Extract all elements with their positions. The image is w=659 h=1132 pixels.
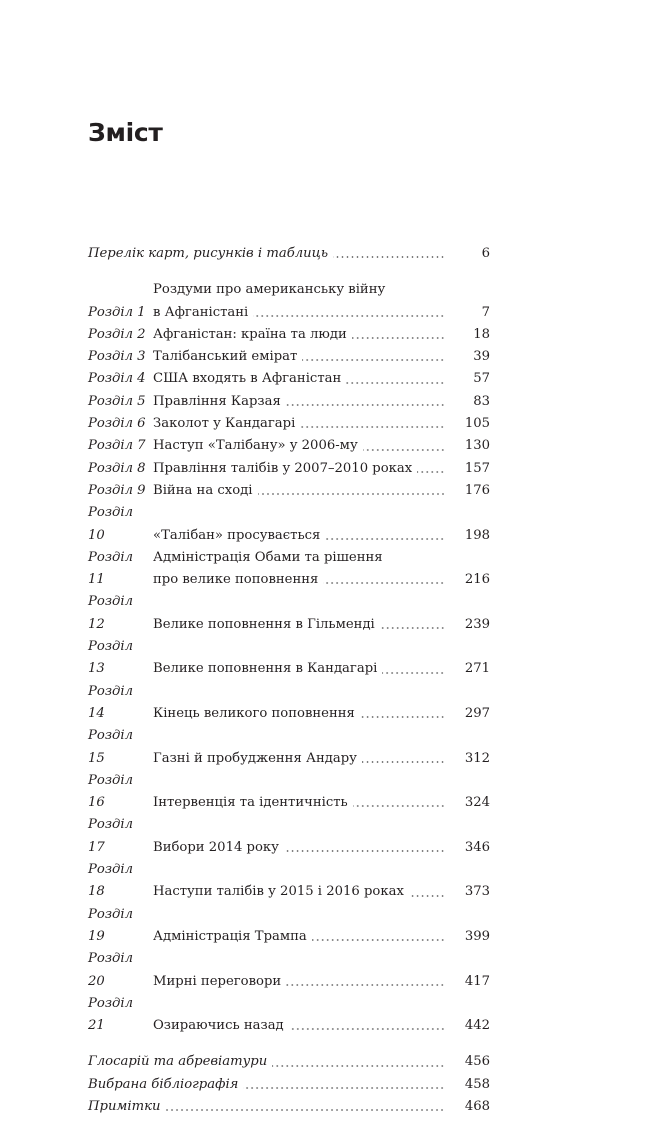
chapter-body (153, 346, 490, 368)
chapter-entry[interactable] (88, 636, 490, 681)
chapter-title: США входять в Афганістан (153, 371, 342, 387)
chapter-body (153, 971, 490, 993)
chapter-entry[interactable] (88, 502, 490, 547)
chapter-label: Розділ 2 (88, 326, 146, 342)
chapter-entry[interactable] (88, 391, 490, 413)
chapter-label: Розділ 10 (88, 505, 133, 543)
chapter-body (153, 614, 490, 636)
dot-leader (289, 1028, 445, 1030)
dot-leader (352, 337, 445, 339)
toc-entry[interactable] (88, 243, 490, 265)
dot-leader (325, 538, 445, 540)
chapter-label: Розділ 19 (88, 906, 133, 944)
page-number: 6 (481, 246, 490, 261)
chapter-title: Роздуми про американську війну (153, 282, 386, 298)
entry-line (153, 480, 490, 502)
dot-leader (417, 471, 445, 473)
page-number: 442 (464, 1018, 490, 1034)
chapter-label: Розділ 13 (88, 639, 133, 677)
chapter-body (153, 391, 490, 413)
dot-leader (409, 895, 445, 897)
chapter-title: Правління талібів у 2007–2010 роках (153, 460, 413, 476)
chapter-label: Розділ 4 (88, 371, 146, 387)
page-number: 57 (473, 371, 490, 387)
page-number: 297 (464, 705, 490, 721)
page-number: 417 (464, 973, 490, 989)
page-number: 83 (473, 393, 490, 409)
entry-line (88, 1051, 490, 1073)
entry-title: Примітки (88, 1098, 161, 1114)
entry-line (153, 837, 490, 859)
chapter-label: Розділ 1 (88, 304, 146, 320)
chapter-title: Кінець великого поповнення (153, 705, 355, 721)
dot-leader (165, 1109, 445, 1111)
entry-line (153, 614, 490, 636)
chapter-title: Інтервенція та ідентичність (153, 795, 348, 811)
chapter-body (153, 547, 490, 592)
entry-line (88, 1074, 490, 1096)
page-number: 7 (481, 304, 490, 320)
entry-title: Перелік карт, рисунків і таблиць (88, 246, 329, 261)
chapter-label: Розділ 7 (88, 438, 146, 454)
chapter-label: Розділ 11 (88, 549, 133, 588)
entry-line (153, 346, 490, 368)
chapter-title: Газні й пробудження Андару (153, 750, 357, 766)
chapter-entry[interactable] (88, 859, 490, 904)
chapter-label: Розділ 20 (88, 951, 133, 989)
chapter-entry[interactable] (88, 547, 490, 592)
entry-line (153, 881, 490, 903)
chapter-label: Розділ 9 (88, 482, 146, 498)
entry-title: Вибрана бібліографія (88, 1076, 239, 1092)
dot-leader (382, 672, 445, 674)
chapter-title: Наступ «Талібану» у 2006-му (153, 438, 358, 454)
entry-line (153, 748, 490, 770)
chapter-title: Заколот у Кандагарі (153, 416, 296, 432)
entry-line (153, 703, 490, 725)
page-number: 373 (464, 884, 490, 900)
page-number: 458 (464, 1076, 490, 1092)
chapter-title: Велике поповнення в Кандагарі (153, 661, 378, 677)
dot-leader (286, 404, 445, 406)
chapter-label: Розділ 21 (88, 995, 133, 1034)
entry-line (88, 243, 490, 265)
chapter-body (153, 881, 490, 903)
entry-line (153, 368, 490, 390)
chapter-title: Мирні переговори (153, 973, 282, 989)
entry-line (153, 302, 490, 324)
dot-leader (346, 382, 445, 384)
toc-entry[interactable] (88, 1074, 490, 1096)
chapter-entry[interactable] (88, 770, 490, 815)
chapter-label: Розділ 8 (88, 460, 146, 476)
page-number: 216 (464, 572, 490, 588)
chapter-label: Розділ 5 (88, 393, 146, 409)
chapter-body (153, 1015, 490, 1037)
page-number: 346 (464, 839, 490, 855)
chapter-title: Адміністрація Обами та рішення (153, 549, 383, 565)
chapter-label: Розділ 16 (88, 772, 133, 811)
chapter-entry[interactable] (88, 681, 490, 726)
chapter-entry[interactable] (88, 948, 490, 993)
chapter-entry[interactable] (88, 435, 490, 457)
chapter-entry[interactable] (88, 725, 490, 770)
entry-line (153, 279, 490, 301)
entry-line (153, 569, 490, 591)
page-number: 399 (464, 928, 490, 944)
entry-line (153, 525, 490, 547)
dot-leader (323, 582, 445, 584)
chapter-title: Озираючись назад (153, 1018, 284, 1034)
page-number: 39 (473, 349, 490, 365)
dot-leader (362, 761, 445, 763)
chapter-entry[interactable] (88, 814, 490, 859)
chapter-label: Розділ 15 (88, 728, 133, 766)
chapter-entry[interactable] (88, 904, 490, 949)
chapter-title: Наступи талібів у 2015 і 2016 роках (153, 884, 404, 900)
chapter-label: Розділ 17 (88, 817, 133, 855)
chapter-body (153, 435, 490, 457)
chapter-list (88, 279, 490, 1037)
page-number: 468 (464, 1098, 490, 1114)
chapter-label: Розділ 12 (88, 594, 133, 632)
entry-line (153, 435, 490, 457)
chapter-entry[interactable] (88, 413, 490, 435)
dot-leader (353, 805, 445, 807)
chapter-title: Правління Карзая (153, 393, 281, 409)
page-number: 130 (464, 438, 490, 454)
page-number: 198 (464, 527, 490, 543)
chapter-entry[interactable] (88, 591, 490, 636)
chapter-body (153, 837, 490, 859)
chapter-label: Розділ 14 (88, 683, 133, 721)
chapter-entry[interactable] (88, 324, 490, 346)
chapter-title: Афганістан: країна та люди (153, 326, 347, 342)
dot-leader (363, 449, 445, 451)
dot-leader (284, 850, 445, 852)
chapter-label: Розділ 18 (88, 862, 133, 900)
chapter-label: Розділ 6 (88, 416, 146, 432)
entry-line (153, 792, 490, 814)
entry-line (153, 1015, 490, 1037)
chapter-entry[interactable] (88, 480, 490, 502)
page-number: 157 (464, 460, 490, 476)
chapter-title: Талібанський емірат (153, 349, 298, 365)
entry-line (153, 971, 490, 993)
entry-line (153, 458, 490, 480)
dot-leader (380, 627, 445, 629)
dot-leader (360, 716, 445, 718)
chapter-body (153, 926, 490, 948)
chapter-entry[interactable] (88, 368, 490, 390)
front-matter (88, 243, 490, 265)
entry-line (153, 391, 490, 413)
chapter-body (153, 413, 490, 435)
back-matter (88, 1051, 490, 1118)
page-number: 176 (464, 482, 490, 498)
entry-line (88, 1096, 490, 1118)
chapter-entry[interactable] (88, 346, 490, 368)
dot-leader (243, 1087, 445, 1089)
page-number: 324 (464, 795, 490, 811)
dot-leader (333, 256, 445, 258)
entry-line (153, 926, 490, 948)
chapter-title: Війна на сході (153, 482, 253, 498)
chapter-body (153, 525, 490, 547)
entry-line (153, 413, 490, 435)
dot-leader (302, 359, 445, 361)
dot-leader (312, 939, 445, 941)
chapter-title: «Талібан» просувається (153, 527, 321, 543)
page-number: 312 (464, 750, 490, 766)
table-of-contents (88, 243, 490, 1132)
page-number: 456 (464, 1054, 490, 1070)
dot-leader (300, 426, 445, 428)
chapter-body (153, 368, 490, 390)
entry-line (153, 547, 490, 569)
page-number: 239 (464, 616, 490, 632)
chapter-body (153, 703, 490, 725)
toc-entry[interactable] (88, 1096, 490, 1118)
chapter-title: про велике поповнення (153, 572, 319, 588)
entry-line (153, 324, 490, 346)
chapter-title: Вибори 2014 року (153, 839, 279, 855)
chapter-body (153, 748, 490, 770)
dot-leader (253, 315, 445, 317)
page-number: 271 (464, 661, 490, 677)
chapter-entry[interactable] (88, 458, 490, 480)
chapter-body (153, 279, 490, 324)
entry-title: Глосарій та абревіатури (88, 1054, 268, 1070)
chapter-title: Велике поповнення в Гільменді (153, 616, 375, 632)
dot-leader (258, 493, 446, 495)
chapter-title: Адміністрація Трампа (153, 928, 307, 944)
chapter-body (153, 658, 490, 680)
dot-leader (286, 984, 445, 986)
dot-leader (272, 1065, 445, 1067)
chapter-body (153, 792, 490, 814)
chapter-title: в Афганістані (153, 304, 249, 320)
entry-line (153, 658, 490, 680)
chapter-body (153, 324, 490, 346)
chapter-label: Розділ 3 (88, 349, 146, 365)
page-number: 18 (473, 326, 490, 342)
chapter-entry[interactable] (88, 993, 490, 1038)
toc-entry[interactable] (88, 1051, 490, 1073)
chapter-entry[interactable] (88, 279, 490, 324)
chapter-body (153, 458, 490, 480)
chapter-body (153, 480, 490, 502)
page-title: Зміст (88, 118, 163, 147)
page-number: 105 (464, 416, 490, 432)
